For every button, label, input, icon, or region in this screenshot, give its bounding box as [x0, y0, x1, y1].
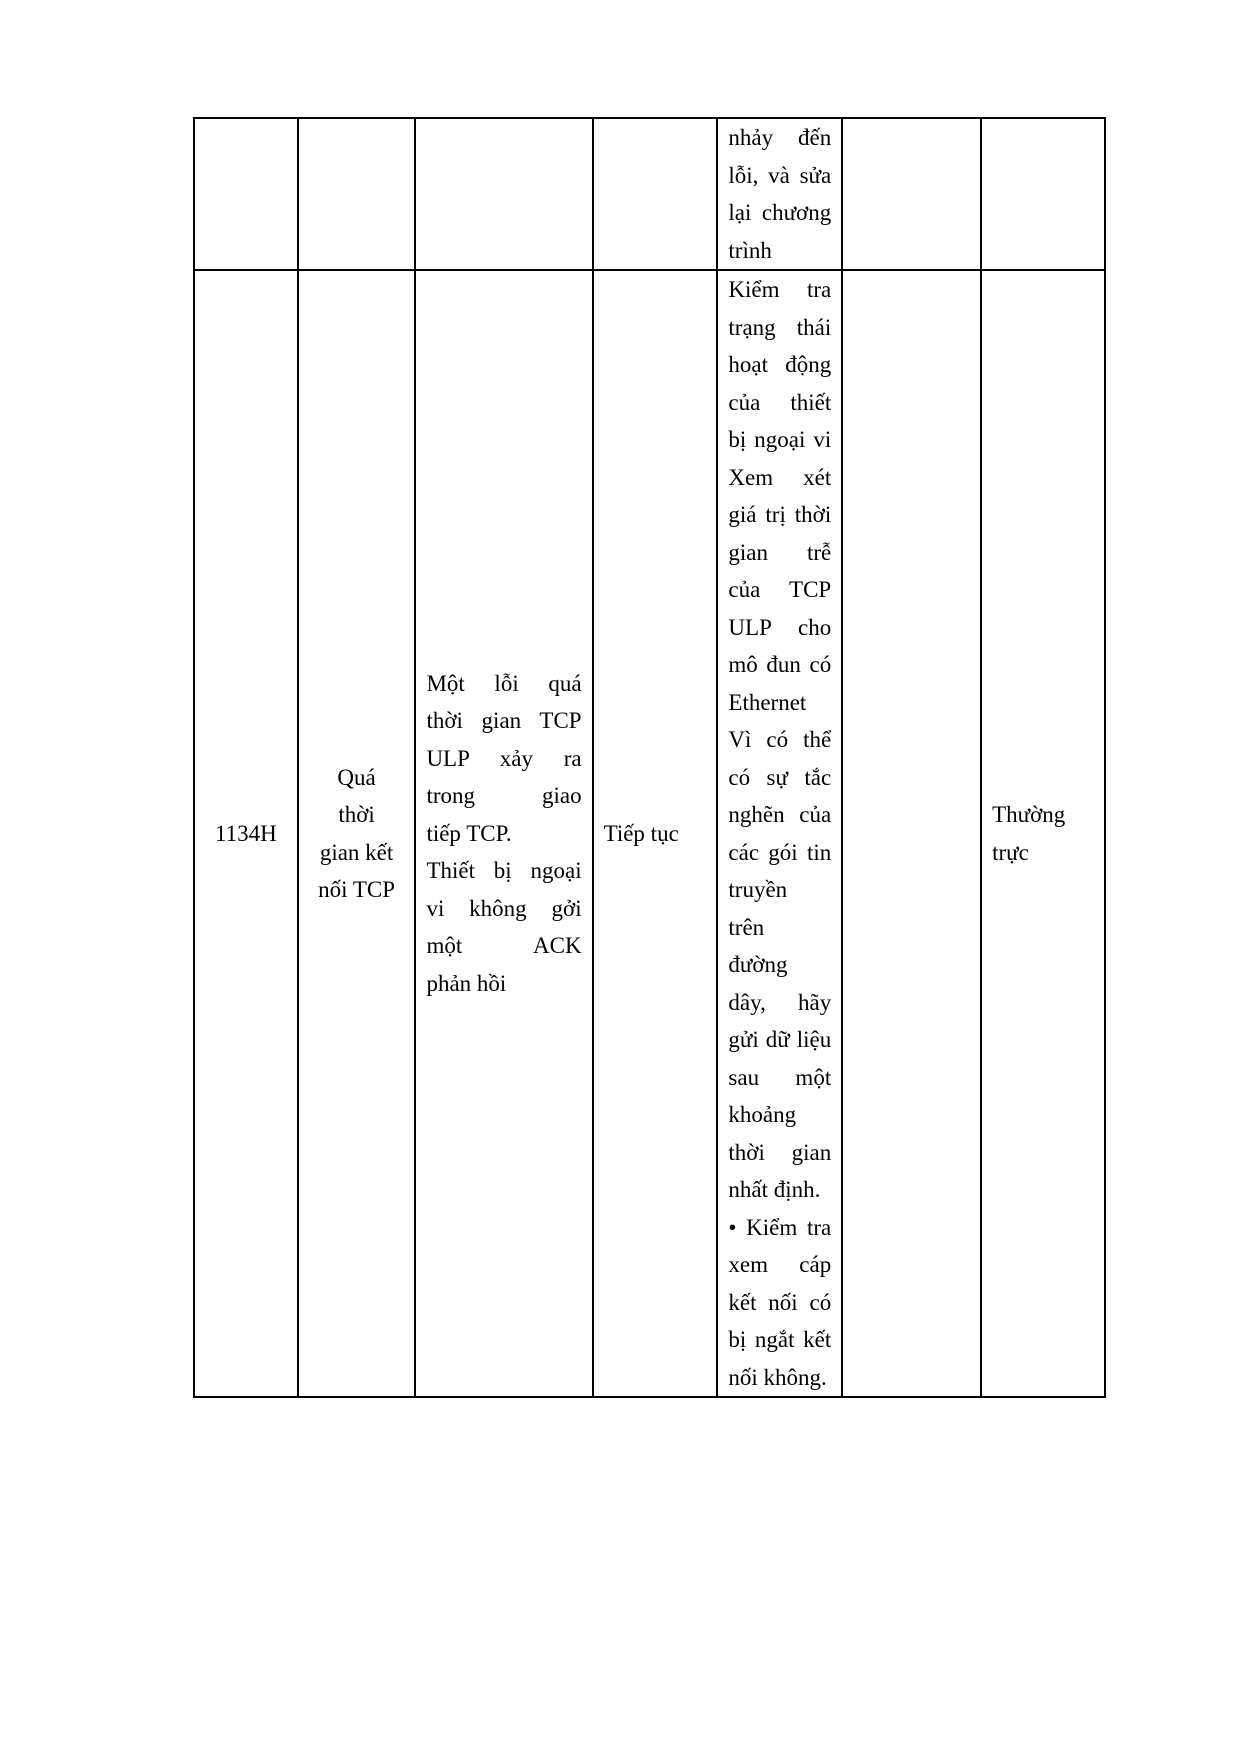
error-name-line: nối TCP	[318, 877, 395, 902]
action-line: trạng thái	[728, 314, 832, 340]
description-line: tiếp TCP.	[426, 820, 512, 846]
action-line: lại chương	[728, 200, 832, 225]
action-line: truyền	[728, 877, 788, 902]
action-line: Xem xét	[728, 464, 832, 490]
error-name-line: gian kết	[319, 839, 394, 865]
cell-col6	[842, 118, 981, 270]
description-line: Một lỗi quá	[426, 670, 582, 696]
action-line: Kiểm tra	[728, 277, 832, 302]
cell-lamp	[981, 270, 1105, 1397]
action-line: có sự tắc	[728, 764, 832, 790]
action-line: gửi dữ liệu	[728, 1027, 832, 1052]
action-line: đường	[728, 952, 788, 977]
cell-error-name	[298, 270, 416, 1397]
action-line: bị ngoại vi	[728, 427, 832, 452]
action-line: của TCP	[728, 577, 832, 602]
action-line: kết nối có	[728, 1289, 832, 1315]
action-line: ULP cho	[728, 614, 832, 640]
lamp-line: trực	[992, 839, 1029, 865]
action-line: hoạt động	[728, 352, 832, 377]
action-line: trình	[728, 237, 772, 263]
action-line: mô đun có	[728, 652, 832, 677]
description-line: vi không gởi	[426, 895, 582, 921]
action-line: • Kiểm tra	[728, 1214, 832, 1240]
error-name-line: Quá	[337, 764, 376, 790]
action-line: trên	[728, 914, 765, 940]
description-line: phản hồi	[426, 970, 507, 996]
action-line: nghẽn của	[728, 802, 832, 827]
action-line: thời gian	[728, 1139, 832, 1165]
action-line: Ethernet	[728, 689, 807, 715]
lamp-line: Thường	[992, 802, 1066, 827]
action-line: của thiết	[728, 389, 832, 415]
table-row	[194, 270, 1105, 1397]
description-line: trong giao	[426, 783, 582, 809]
cell-error-name	[298, 118, 416, 270]
action-line: khoảng	[728, 1102, 797, 1127]
action-line: giá trị thời	[728, 502, 832, 527]
cell-action	[717, 118, 842, 270]
cell-operation: Tiếp tục	[593, 270, 718, 1397]
description-line: một ACK	[426, 933, 582, 959]
action-line: nối không.	[728, 1364, 827, 1390]
action-line: nhảy đến	[728, 125, 832, 150]
description-line: ULP xảy ra	[426, 745, 582, 771]
cell-action	[717, 270, 842, 1397]
description-line: Thiết bị ngoại	[426, 858, 582, 884]
cell-operation	[593, 118, 718, 270]
cell-col6	[842, 270, 981, 1397]
action-line: gian trễ	[728, 539, 832, 565]
table-row-continued	[194, 118, 1105, 270]
action-line: lỗi, và sửa	[728, 162, 832, 188]
cell-description	[415, 270, 592, 1397]
cell-description	[415, 118, 592, 270]
action-line: xem cáp	[728, 1252, 832, 1277]
action-line: sau một	[728, 1064, 832, 1090]
error-name-line: thời	[338, 802, 375, 827]
action-line: dây, hãy	[728, 989, 832, 1015]
action-line: bị ngắt kết	[728, 1327, 832, 1352]
cell-error-code: 1134H	[194, 270, 298, 1397]
error-code-table	[193, 117, 1106, 1398]
cell-lamp	[981, 118, 1105, 270]
action-line: các gói tin	[728, 839, 832, 865]
action-line: Vì có thể	[728, 727, 832, 752]
cell-error-code	[194, 118, 298, 270]
action-line: nhất định.	[728, 1177, 821, 1202]
description-line: thời gian TCP	[426, 708, 582, 734]
